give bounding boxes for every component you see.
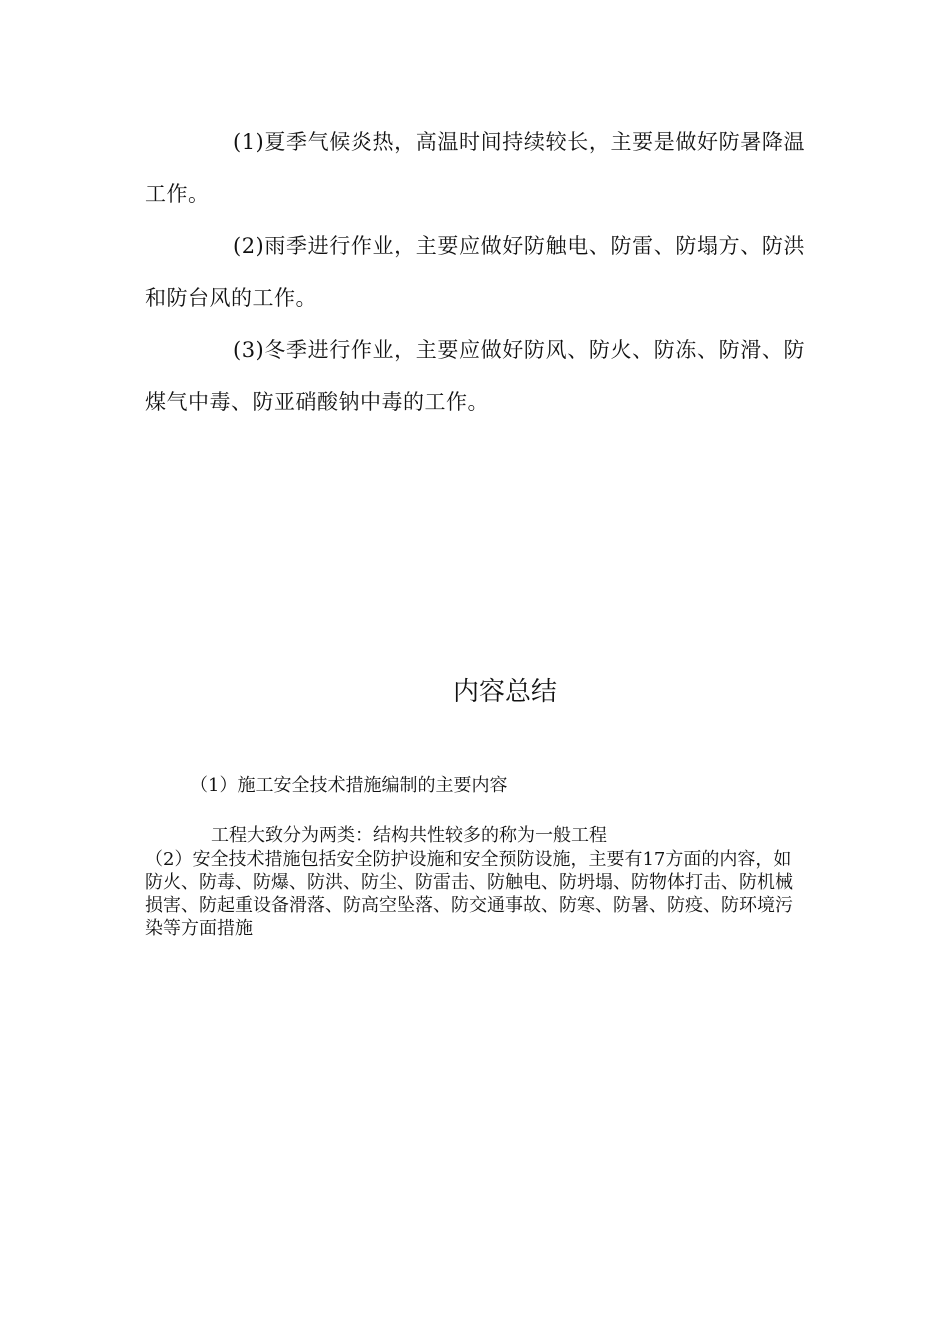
summary-item-2: （2）安全技术措施包括安全防护设施和安全预防设施，主要有17方面的内容，如防火、防毒、防爆、防洪、防尘、防雷击、防触电、防坍塌、防物体打击、防机械损害、防起重设备滑落、防高空坠落、防交通事故、防寒、防暑、防疫、防环境污染等方面措施 — [145, 849, 793, 939]
summary-project-types-line: 工程大致分为两类：结构共性较多的称为一般工程 — [211, 825, 607, 846]
seasonal-measures-section — [145, 116, 805, 428]
summary-title: 内容总结 — [452, 677, 557, 707]
winter-paragraph: (3)冬季进行作业，主要应做好防风、防火、防冻、防滑、防煤气中毒、防亚硝酸钠中毒的工作。 — [145, 338, 805, 414]
summary-section — [145, 772, 815, 940]
rainy-season-paragraph: (2)雨季进行作业，主要应做好防触电、防雷、防塌方、防洪和防台风的工作。 — [145, 234, 805, 310]
summary-item-1: （1）施工安全技术措施编制的主要内容 — [190, 775, 508, 796]
summer-paragraph: (1)夏季气候炎热，高温时间持续较长，主要是做好防暑降温工作。 — [145, 130, 805, 206]
